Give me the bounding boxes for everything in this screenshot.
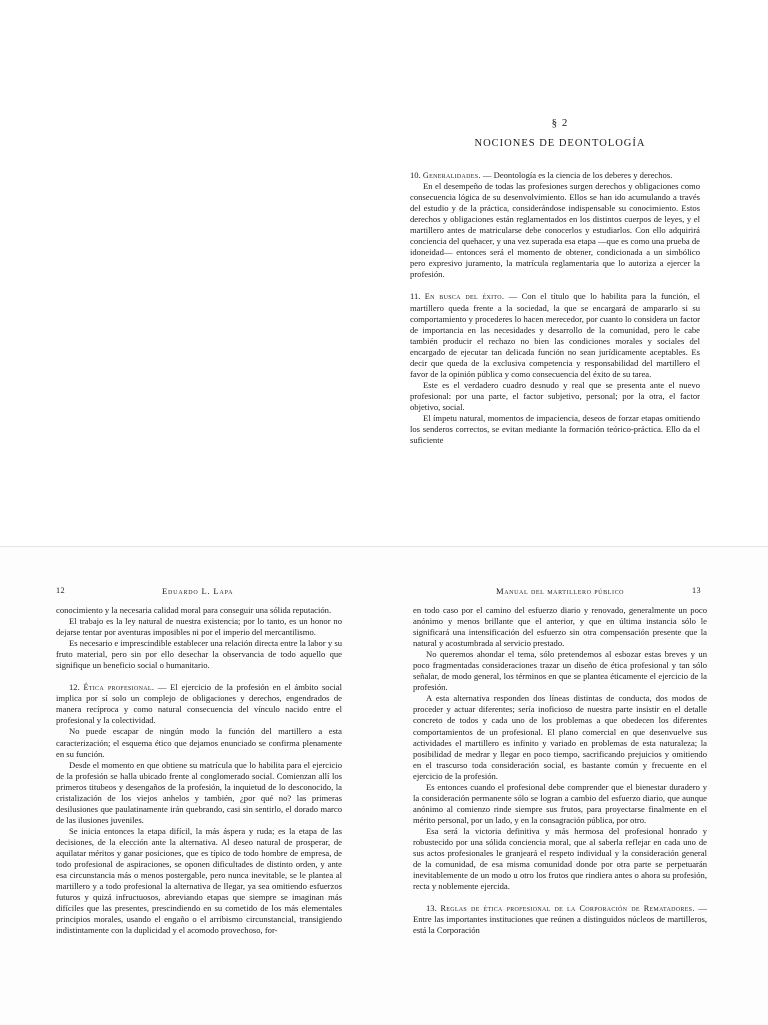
section-number: § 2 — [551, 117, 569, 129]
paragraph — [413, 903, 707, 936]
paragraph-text: — Con el título que lo habilita para la función, el martillero queda frente a la sociedad, la que se encargará de ampararlo si su comportamiento y procederes lo hacen merecedor, por cuanto lo considera un factor de importancia en las necesidades y desarrollo de la comunidad, pero le cabe también producir el rechazo no bien las condiciones morales y sociales del encargado de ejecutar tan delicada función no sean jurídicamente aceptables. Es decir que queda de la exclusiva competencia y responsabilidad del martillero el favor de la opinión pública y como consecuencia del éxito de su tarea. — [410, 291, 700, 379]
paragraph-text: — El ejercicio de la profesión en el ámbito social implica por sí solo un complejo de obligaciones y derechos, engendrados de manera recíproca y como natural consecuencia del vínculo nacido entre el profesional y la colectividad. — [56, 682, 343, 726]
paragraph-number: 13. — [426, 903, 441, 914]
paragraph: No puede escapar de ningún modo la función del martillero a esta caracterización; el esquema ético que dejamos enunciado se confirma plenamente en su función. — [56, 726, 342, 759]
paragraph: En el desempeño de todas las profesiones surgen derechos y obligaciones como consecuencia lógica de su desenvolvimiento. Ellos se han ido acumulando a través del estudio y de la práctica, considerándose indispensable su conocimiento. Estos derechos y obligaciones están reglamentados en los distintos cuerpos de leyes, y el martillero antes de matricularse debe conocerlos y estudiarlos. Con ello adquirirá conciencia del quehacer, y una vez superada esa etapa —que es como una prueba de idoneidad— entonces será el momento de obtener, condicionada a un simbólico pero expresivo juramento, la matrícula reglamentaria que lo autoriza a ejercer la profesión. — [410, 181, 700, 280]
right-text-column — [413, 605, 707, 936]
paragraph — [410, 170, 700, 181]
paragraph: A esta alternativa responden dos líneas distintas de conducta, dos modos de proceder y actuar diferentes; sería inoficioso de nuestra parte insistir en el detalle concreto de todos y cada uno de los problemas a que obedecen los diferentes comportamientos de un profesional. El plano comercial en que desenvuelve sus actividades el martillero es infinito y variado en problemas de esta naturaleza; la posibilidad de medrar y llegar en poco tiempo, sacrificando prejuicios y omitiendo en el trascurso toda consideración social, es bastante común y frecuente en el ejercicio de la profesión. — [413, 693, 707, 781]
paragraph-text: — Entre las importantes instituciones que reúnen a distinguidos núcleos de martilleros, está la Corporación — [413, 903, 707, 936]
section-title: NOCIONES DE DEONTOLOGÍA — [474, 138, 646, 149]
paragraph — [56, 682, 342, 726]
paragraph: No queremos ahondar el tema, sólo pretendemos al esbozar estas breves y un poco fragmentadas consideraciones trazar un diseño de ética profesional y tan sólo señalar, de modo general, los términos en que se plantea éticamente el ejercicio de la profesión. — [413, 649, 707, 693]
paragraph-text: — Deontología es la ciencia de los deberes y derechos. — [480, 170, 673, 180]
paragraph: en todo caso por el camino del esfuerzo diario y renovado, generalmente un poco anónimo y menos brillante que el anterior, y que en última instancia sólo le significará una intensificación del esfuerzo sin otra compensación presente que la natural y acostumbrada al servicio prestado. — [413, 605, 707, 649]
paragraph: Este es el verdadero cuadro desnudo y real que se presenta ante el nuevo profesional: por una parte, el factor subjetivo, personal; por la otra, el factor objetivo, social. — [410, 379, 700, 412]
upper-text-column — [410, 170, 700, 446]
paragraph: Esa será la victoria definitiva y más hermosa del profesional honrado y robustecido por una sólida conciencia moral, que al saberla reflejar en cada uno de sus actos profesionales le granjeará el respeto individual y la consideración general de la comunidad, de esa misma comunidad donde por otra parte se perpetuarán inevitablemente de un modo u otro los frutos que rindiera antes o ahora su profesión, recta y noblemente ejercida. — [413, 825, 707, 892]
paragraph: El ímpetu natural, momentos de impaciencia, deseos de forzar etapas omitiendo los senderos correctos, se evitan mediante la formación teórico-práctica. Ello da el suficiente — [410, 412, 700, 446]
paragraph: conocimiento y la necesaria calidad moral para conseguir una sólida reputación. — [56, 605, 332, 615]
left-text-column — [56, 605, 342, 936]
paragraph-heading: Generalidades. — [422, 171, 481, 180]
paragraph-heading: En busca del éxito. — [424, 292, 505, 302]
page-number-right: 13 — [692, 586, 701, 595]
paragraph-heading: Reglas de ética profesional de la Corporación de Rematadores. — [440, 904, 695, 914]
paragraph-number: 10. — [410, 170, 423, 180]
paragraph: Desde el momento en que obtiene su matrícula que lo habilita para el ejercicio de la profesión se halla ubicado frente al conglomerado social. Comienzan allí los primeros titubeos y desengaños de la profesión, la inquietud de lo desconocido, la cristalización de los viejos anhelos y también, ¿por qué no? las primeras desilusiones que paulatinamente irán quebrando, casi sin sentirlo, el dorado marco de las ilusiones juveniles. — [56, 759, 342, 825]
paragraph: Se inicia entonces la etapa difícil, la más áspera y ruda; es la etapa de las decisiones, de la elección ante la alternativa. Al deseo natural de prosperar, de aquilatar méritos y ganar posiciones, que es típico de todo hombre de empresa, de todo profesional de aspiraciones, se oponen dificultades de distinto orden, y ante esa circunstancia más o menos postergable, pero nunca inevitable, se le plantea al martillero y a todo profesional la alternativa de llegar, ya sea omitiendo esfuerzos futuros y quizá infructuosos, abreviando etapas que siempre se imaginan más difíciles que las presentes, prescindiendo en su cometido de los más elementales principios morales, usando el engaño o el arribismo circunstancial, transigiendo indistintamente con la duplicidad y el acomodo provechoso, for- — [56, 825, 342, 936]
paragraph — [410, 291, 700, 379]
running-head-author: Eduardo L. Lapa — [162, 586, 234, 596]
page-number-left: 12 — [56, 586, 65, 595]
paragraph: Es entonces cuando el profesional debe comprender que el bienestar duradero y la consideración permanente sólo se logran a cambio del esfuerzo diario, que aunque anónimo al comienzo rinde siempre sus frutos, para proyectarse finalmente en el mérito personal, por un lado, y en la consagración pública, por otro. — [413, 781, 707, 825]
paragraph-number: 11. — [410, 291, 425, 302]
paragraph-heading: Ética profesional. — [83, 683, 155, 693]
running-head-title: Manual del martillero público — [496, 586, 625, 596]
paragraph: Es necesario e imprescindible establecer una relación directa entre la labor y su fruto material, pero sin por ello desechar la observancia de todo aquello que signifique un beneficio social o humanitario. — [56, 638, 342, 671]
paragraph-number: 12. — [69, 682, 84, 693]
paragraph: El trabajo es la ley natural de nuestra existencia; por lo tanto, es un honor no dejarse tentar por aventuras imposibles ni por el imperio del mercantilismo. — [56, 616, 342, 638]
